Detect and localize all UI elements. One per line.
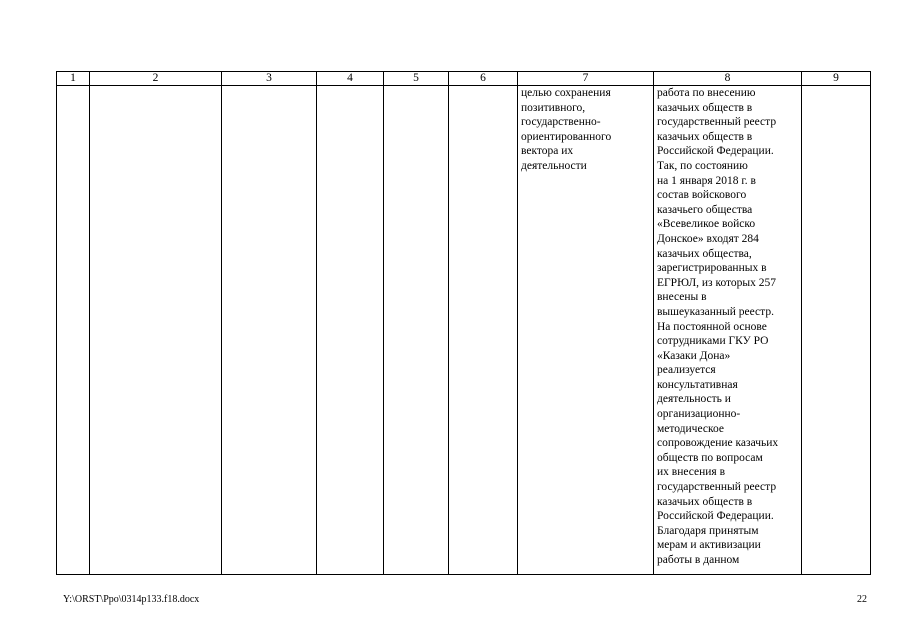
table-cell-col5 <box>384 86 449 575</box>
table-cell-col1 <box>57 86 90 575</box>
column-header-4: 4 <box>317 72 384 86</box>
column-header-9: 9 <box>802 72 871 86</box>
column-header-2: 2 <box>90 72 222 86</box>
table-cell-col8 <box>654 86 802 575</box>
column-header-8: 8 <box>654 72 802 86</box>
page-number: 22 <box>857 594 867 605</box>
table-cell-col2 <box>90 86 222 575</box>
table-header-row <box>57 72 871 86</box>
table-cell-col7 <box>518 86 654 575</box>
column-header-6: 6 <box>449 72 518 86</box>
column-header-1: 1 <box>57 72 90 86</box>
cell-text-results: работа по внесению казачьих обществ в государственный реестр казачьих обществ в Российской Федерации. Так, по состоянию на 1 января 2018 г. в состав войскового казачьего общества «Всевеликое войско Донское» входят 284 казачьих общества, зарегистрированных в ЕГРЮЛ, из которых 257 внесены в вышеуказанный реестр. На постоянной основе сотрудниками ГКУ РО «Казаки Дона» реализуется консультативная деятельность и организационно- методическое сопровождение казачьих обществ по вопросам их внесения в государственный реестр казачьих обществ в Российской Федерации. Благодаря принятым мерам и активизации работы в данном <box>657 87 779 566</box>
document-table <box>56 71 871 575</box>
column-header-3: 3 <box>222 72 317 86</box>
cell-text-goal: целью сохранения позитивного, государственно- ориентированного вектора их деятельности <box>521 87 612 172</box>
column-header-5: 5 <box>384 72 449 86</box>
table-row <box>57 86 871 575</box>
table-cell-col4 <box>317 86 384 575</box>
table-cell-col9 <box>802 86 871 575</box>
table-cell-col3 <box>222 86 317 575</box>
footer-file-path: Y:\ORST\Ppo\0314p133.f18.docx <box>63 594 200 605</box>
table-cell-col6 <box>449 86 518 575</box>
column-header-7: 7 <box>518 72 654 86</box>
